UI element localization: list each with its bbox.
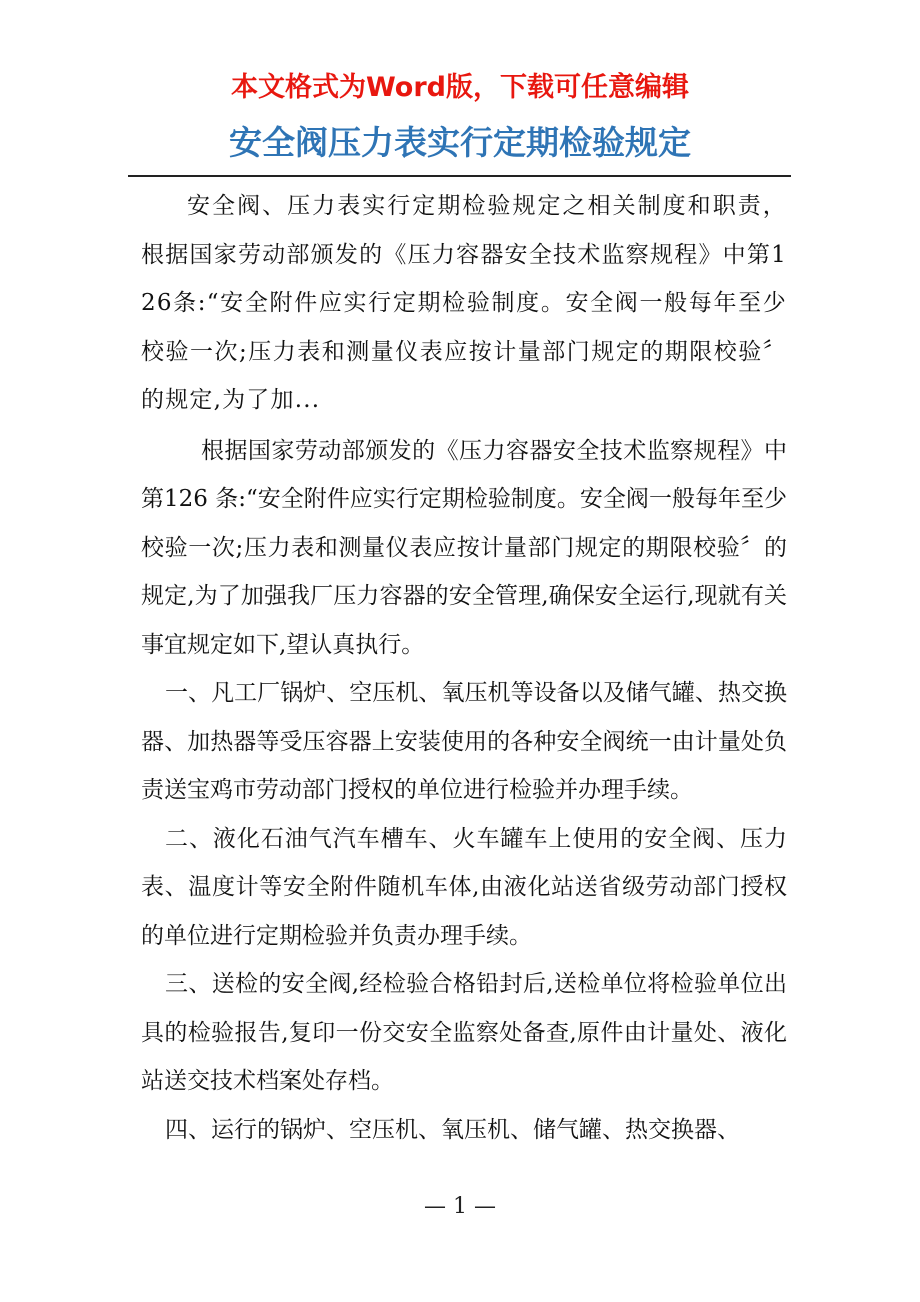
page-number: — 1 — xyxy=(424,1194,496,1219)
document-body xyxy=(141,182,787,1154)
document-title: 安全阀压力表实行定期检验规定 xyxy=(229,123,691,162)
summary-paragraph: 安全阀、压力表实行定期检验规定之相关制度和职责，根据国家劳动部颁发的《压力容器安全技术监察规程》中第126条:“安全附件应实行定期检验制度。安全阀一般每年至少校验一次;压力表和测量仪表应按计量部门规定的期限校验〞的规定,为了加... xyxy=(141,193,787,413)
clause-paragraph-1: 一、凡工厂锅炉、空压机、氧压机等设备以及储气罐、热交换器、加热器等受压容器上安装使用的各种安全阀统一由计量处负责送宝鸡市劳动部门授权的单位进行检验并办理手续。 xyxy=(141,680,787,803)
clause-paragraph-3: 三、送检的安全阀,经检验合格铅封后,送检单位将检验单位出具的检验报告,复印一份交安全监察处备查,原件由计量处、液化站送交技术档案处存档。 xyxy=(141,971,787,1094)
clause-paragraph-2: 二、液化石油气汽车槽车、火车罐车上使用的安全阀、压力表、温度计等安全附件随机车体,由液化站送省级劳动部门授权的单位进行定期检验并负责办理手续。 xyxy=(141,825,787,949)
format-notice-banner: 本文格式为Word版，下载可任意编辑 xyxy=(230,72,689,103)
clause-paragraph-4: 四、运行的锅炉、空压机、氧压机、储气罐、热交换器、 xyxy=(165,1116,740,1143)
title-divider xyxy=(128,175,791,177)
intro-paragraph: 根据国家劳动部颁发的《压力容器安全技术监察规程》中第126 条:“安全附件应实行定期检验制度。安全阀一般每年至少校验一次;压力表和测量仪表应按计量部门规定的期限校验〞的规定,为了加强我厂压力容器的安全管理,确保安全运行,现就有关事宜规定如下,望认真执行。 xyxy=(141,437,787,658)
